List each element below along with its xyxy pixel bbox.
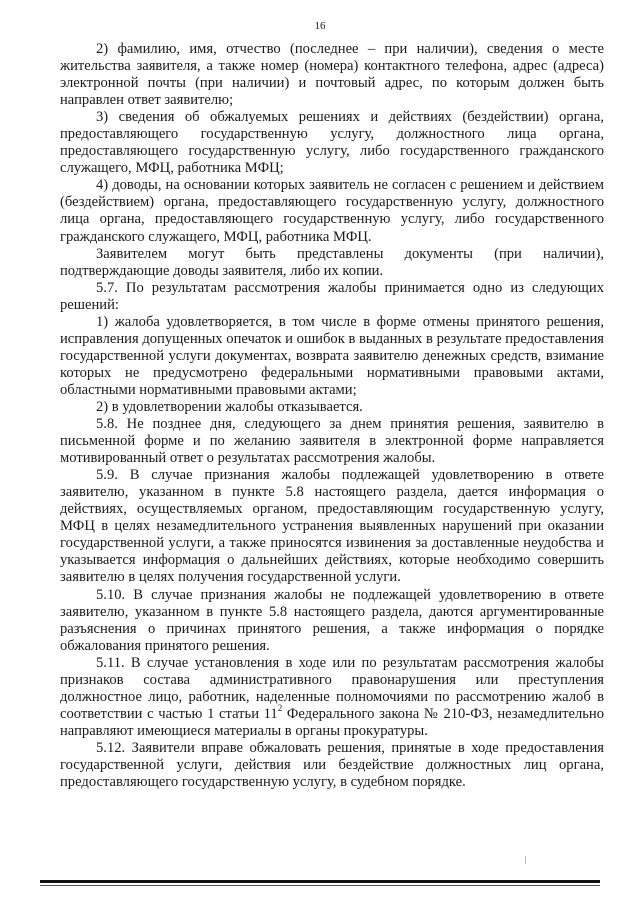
paragraph-documents: Заявителем могут быть представлены документы (при наличии), подтверждающие доводы заявителя, либо их копии. [60, 245, 604, 279]
scan-mark [525, 856, 526, 864]
paragraph-item-4: 4) доводы, на основании которых заявитель не согласен с решением и действием (бездействием) органа, предоставляющего государственную услугу, должностного лица органа, предоставляющего государственную услугу, либо государственного гражданского служащего, МФЦ, работника МФЦ. [60, 177, 604, 245]
paragraph-5-11 [60, 655, 604, 740]
paragraph-item-3: 3) сведения об обжалуемых решениях и действиях (бездействии) органа, предоставляющего государственную услугу, должностного лица органа, предоставляющего государственную услугу, либо государственного гражданского служащего, МФЦ, работника МФЦ; [60, 109, 604, 177]
document-body [60, 41, 604, 791]
paragraph-5-7: 5.7. По результатам рассмотрения жалобы принимается одно из следующих решений: [60, 279, 604, 313]
paragraph-5-10: 5.10. В случае признания жалобы не подлежащей удовлетворению в ответе заявителю, указанном в пункте 5.8 настоящего раздела, даются аргументированные разъяснения о причинах принятого решения, а также информация о порядке обжалования принятого решения. [60, 586, 604, 654]
paragraph-5-8: 5.8. Не позднее дня, следующего за днем принятия решения, заявителю в письменной форме и по желанию заявителя в электронной форме направляется мотивированный ответ о результатах рассмотрения жалобы. [60, 416, 604, 467]
paragraph-5-11-tail: Федерального закона № 210-ФЗ, незамедлительно направляют имеющиеся материалы в органы прокуратуры. [60, 705, 604, 739]
bottom-rule-thin [40, 885, 600, 886]
paragraph-5-12: 5.12. Заявители вправе обжаловать решения, принятые в ходе предоставления государственной услуги, действия или бездействие должностных лиц органа, предоставляющего государственную услугу, в судебном порядке. [60, 739, 604, 791]
paragraph-decision-1: 1) жалоба удовлетворяется, в том числе в форме отмены принятого решения, исправления допущенных опечаток и ошибок в выданных в результате предоставления государственной услуги документах, возврата заявителю денежных средств, взимание которых не предусмотрено федеральными нормативными правовыми актами, областными нормативными правовыми актами; [60, 313, 604, 398]
paragraph-5-11-text: 5.11. В случае установления в ходе или по результатам рассмотрения жалобы признаков состава административного правонарушения или преступления должностное лицо, работник, наделенные полномочиями по рассмотрению жалоб в соответствии с частью 1 статьи 11 [60, 654, 604, 722]
paragraph-item-2: 2) фамилию, имя, отчество (последнее – при наличии), сведения о месте жительства заявителя, а также номер (номера) контактного телефона, адрес (адреса) электронной почты (при наличии) и почтовый адрес, по которым должен быть направлен ответ заявителю; [60, 41, 604, 109]
bottom-rule [40, 880, 600, 883]
paragraph-decision-2: 2) в удовлетворении жалобы отказывается. [96, 398, 363, 415]
superscript: 2 [277, 702, 283, 713]
page-number: 16 [314, 20, 326, 32]
paragraph-5-9: 5.9. В случае признания жалобы подлежащей удовлетворению в ответе заявителю, указанном в пункте 5.8 настоящего раздела, дается информация о действиях, осуществляемых органом, предоставляющим государственную услугу, МФЦ в целях незамедлительного устранения выявленных нарушений при оказании государственной услуги, а также приносятся извинения за доставленные неудобства и указывается информация о дальнейших действиях, которые необходимо совершить заявителю в целях получения государственной услуги. [60, 467, 604, 586]
